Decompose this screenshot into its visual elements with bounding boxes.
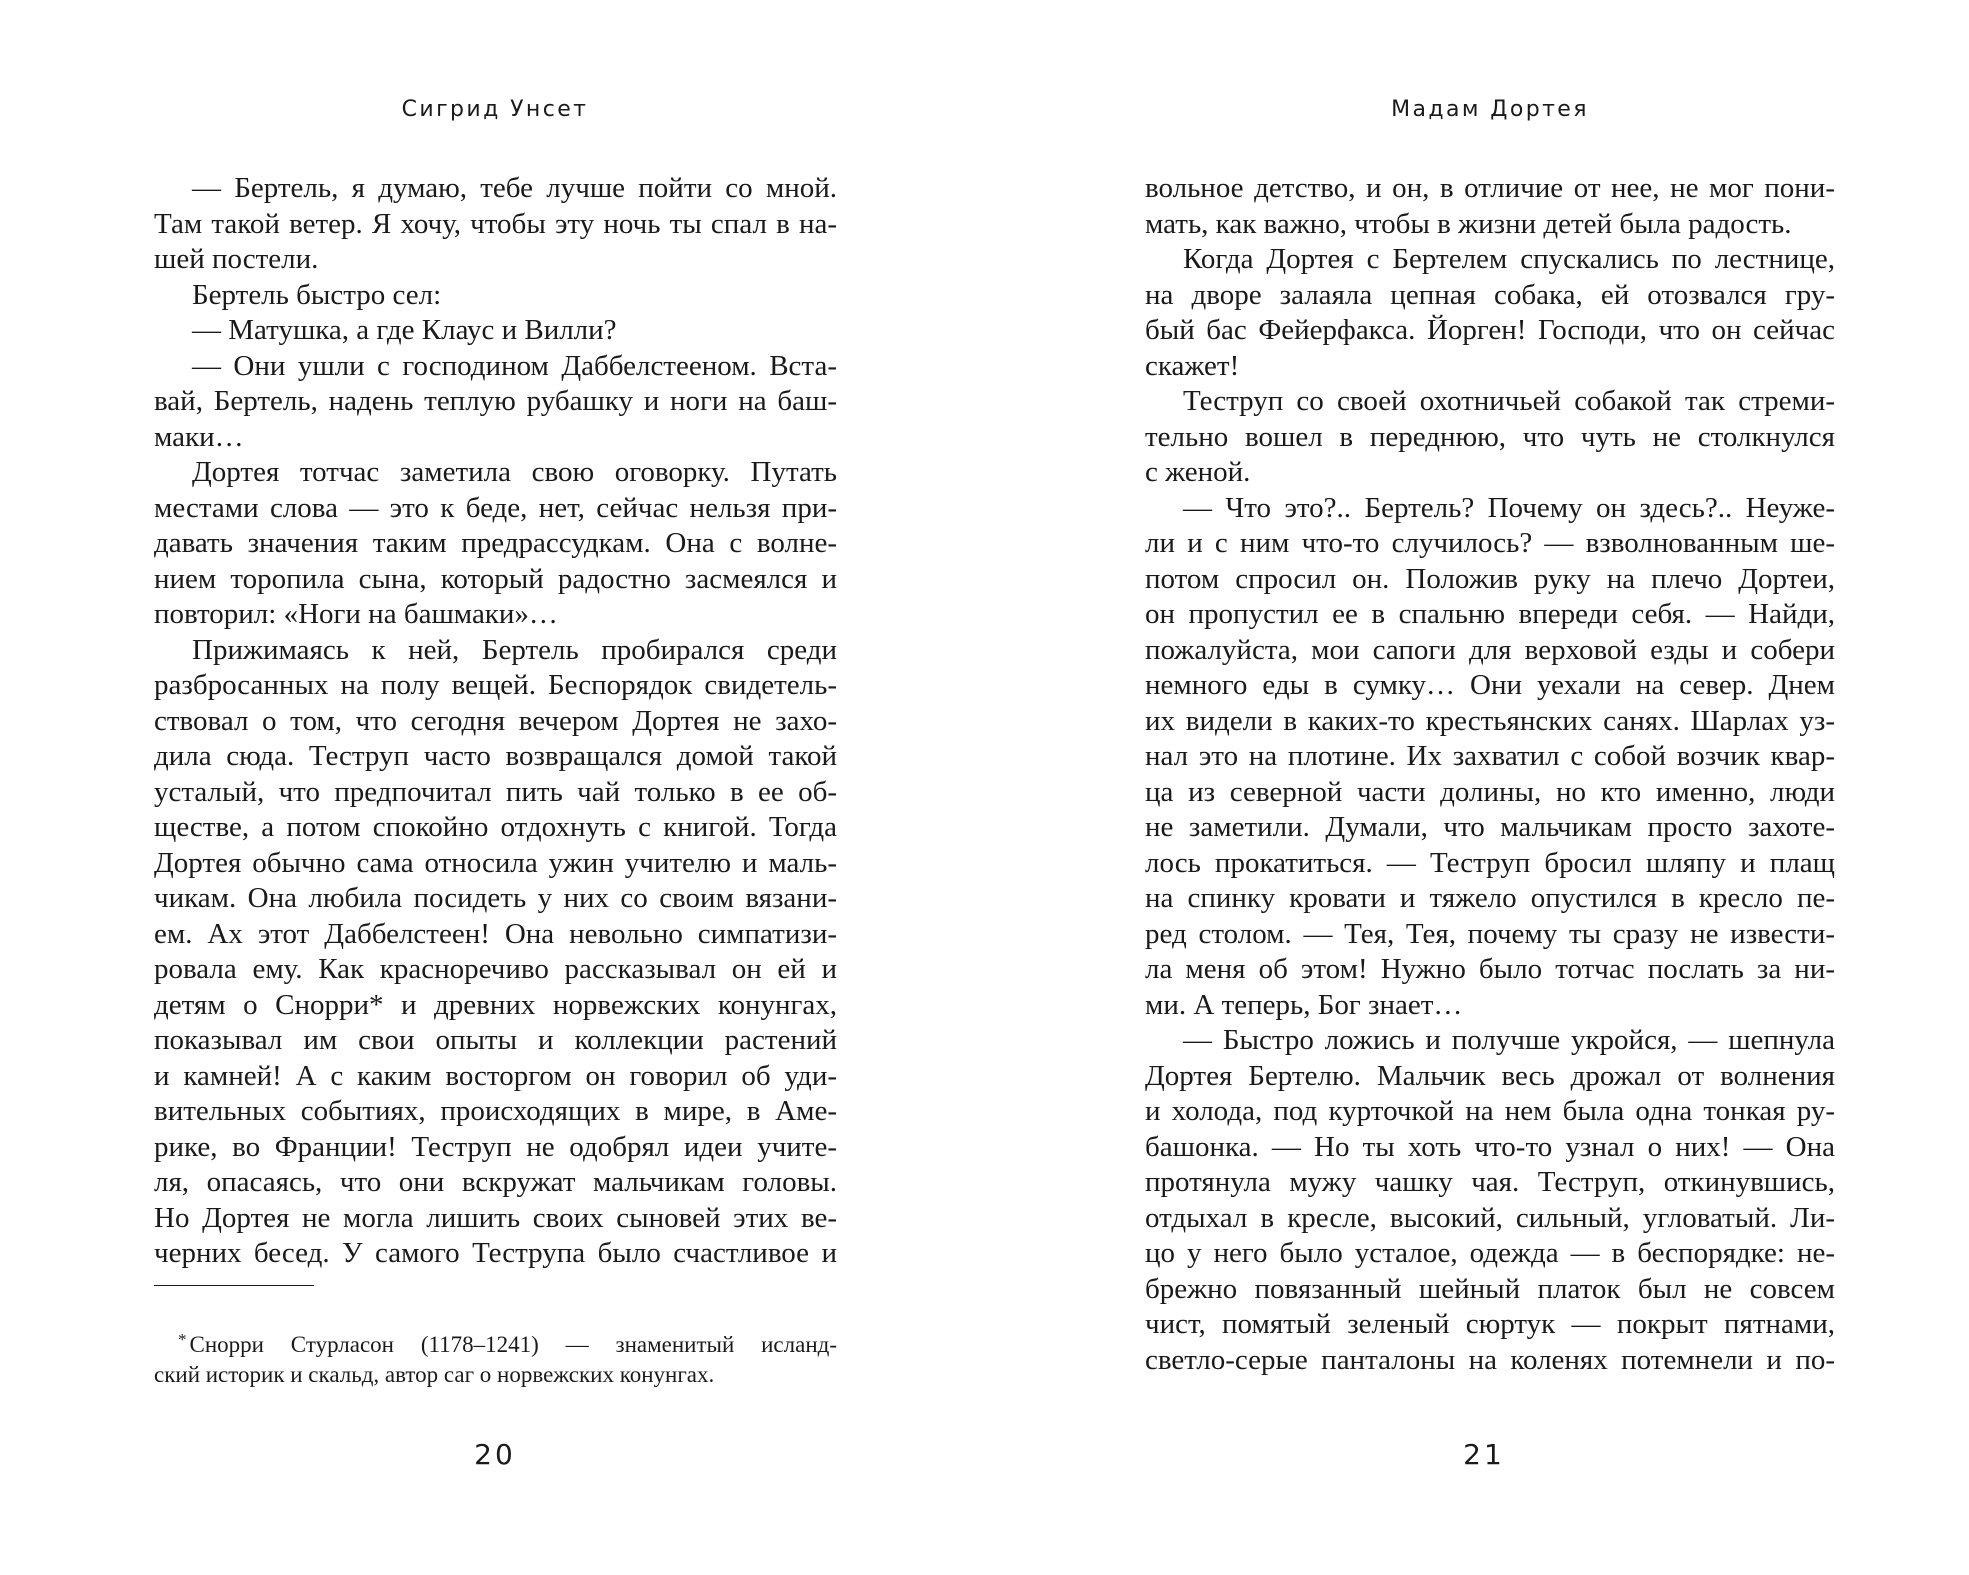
text-line: ровала ему. Как красноречиво рассказывал он ей и [154, 953, 837, 985]
text-line: бый бас Фейерфакса. Йорген! Господи, что он сейчас [1145, 314, 1835, 346]
text-line: Дортея Бертелю. Мальчик весь дрожал от волнения [1145, 1059, 1835, 1092]
text-line: не заметили. Думали, что мальчикам просто захоте- [1145, 811, 1835, 843]
text-line: ствовал о том, что сегодня вечером Дортея не захо- [154, 704, 837, 737]
text-line: брежно повязанный шейный платок был не совсем [1145, 1272, 1835, 1305]
text-line: Дортея обычно сама относила ужин учителю и маль- [154, 846, 837, 879]
text-line: шей постели. [154, 243, 319, 275]
text-line: ца из северной части долины, но кто именно, люди [1145, 775, 1835, 808]
text-line: на дворе залаяла цепная собака, ей отозвался гру- [1145, 278, 1835, 311]
text-line: тельно вошел в переднюю, что чуть не столкнулся [1145, 420, 1835, 453]
text-line: ла меня об этом! Нужно было тотчас послать за ни- [1145, 953, 1835, 985]
text-line: протянула мужу чашку чая. Теструп, откинувшись, [1145, 1166, 1835, 1198]
text-line: — Бертель, я думаю, тебе лучше пойти со мной. [192, 172, 837, 204]
text-line: лось прокатиться. — Теструп бросил шляпу и плащ [1145, 846, 1835, 879]
footnote-line: ский историк и скальд, автор саг о норвежских конунгах. [154, 1362, 715, 1387]
text-line: детям о Снорри* и древних норвежских конунгах, [154, 988, 837, 1021]
right-page-text [1145, 171, 1835, 1378]
text-line: ем. Ах этот Даббелстеен! Она невольно симпатизи- [154, 917, 837, 950]
text-line: их видели в каких-то крестьянских санях. Шарлах уз- [1145, 704, 1835, 737]
text-line: немного еды в сумку… Они уехали на север. Днем [1145, 669, 1835, 701]
text-line: ля, опасаясь, что они вскружат мальчикам головы. [154, 1166, 837, 1198]
text-line: ред столом. — Тея, Тея, почему ты сразу не извести- [1145, 917, 1835, 950]
page-number: 21 [1463, 1438, 1505, 1471]
text-line: усталый, что предпочитал пить чай только в ее об- [154, 775, 837, 808]
text-line: ществе, а потом спокойно отдохнуть с книгой. Тогда [154, 811, 837, 843]
running-head-title: Мадам Дортея [1391, 97, 1589, 122]
page-number: 20 [474, 1438, 516, 1471]
footnote [154, 1325, 837, 1390]
text-line: и камней! А с каким восторгом он говорил об уди- [154, 1059, 837, 1092]
text-line: Теструп со своей охотничьей собакой так стреми- [1183, 385, 1835, 417]
text-line: маки… [154, 420, 244, 453]
text-line: вительных событиях, происходящих в мире, в Аме- [154, 1095, 837, 1127]
text-line: на спинку кровати и тяжело опустился в кресло пе- [1145, 882, 1835, 914]
text-line: разбросанных на полу вещей. Беспорядок свидетель- [154, 669, 837, 701]
text-line: — Быстро ложись и получше укройся, — шепнула [1183, 1024, 1835, 1056]
text-line: давать значения таким предрассудкам. Она с волне- [154, 527, 837, 559]
text-line: — Матушка, а где Клаус и Вилли? [192, 314, 617, 346]
text-line: ли и с ним что-то случилось? — взволнованным ше- [1145, 527, 1835, 559]
text-line: чист, помятый зеленый сюртук — покрыт пятнами, [1145, 1308, 1835, 1340]
text-line: нием торопила сына, который радостно засмеялся и [154, 562, 837, 595]
text-line: потом спросил он. Положив руку на плечо Дортеи, [1145, 562, 1835, 595]
text-line: черних бесед. У самого Теструпа было счастливое и [154, 1237, 837, 1269]
text-line: и холода, под курточкой на нем была одна тонкая ру- [1145, 1095, 1835, 1127]
text-line: Бертель быстро сел: [192, 278, 442, 311]
left-page-text [154, 171, 837, 1272]
text-line: местами слова — это к беде, нет, сейчас нельзя при- [154, 491, 837, 524]
text-line: башонка. — Но ты хоть что-то узнал о них! — Она [1145, 1130, 1835, 1163]
text-line: нал это на плотине. Их захватил с собой возчик квар- [1145, 740, 1835, 772]
text-line: он пропустил ее в спальню впереди себя. — Найди, [1145, 598, 1835, 630]
running-head-author: Сигрид Унсет [401, 97, 589, 122]
text-line: Но Дортея не могла лишить своих сыновей этих ве- [154, 1201, 837, 1234]
text-line: мать, как важно, чтобы в жизни детей была радость. [1145, 207, 1792, 240]
text-line: вольное детство, и он, в отличие от нее, не мог пони- [1145, 172, 1835, 204]
text-line: — Что это?.. Бертель? Почему он здесь?.. Неуже- [1183, 491, 1835, 524]
text-line: вай, Бертель, надень теплую рубашку и ноги на баш- [154, 385, 837, 417]
text-line: светло-серые панталоны на коленях потемнели и по- [1145, 1343, 1835, 1376]
text-line: ми. А теперь, Бог знает… [1145, 988, 1463, 1021]
footnote-marker: * [178, 1330, 187, 1349]
text-line: — Они ушли с господином Даббелстееном. Вста- [192, 349, 837, 382]
text-line: дила сюда. Теструп часто возвращался домой такой [154, 740, 837, 772]
text-line: повторил: «Ноги на башмаки»… [154, 598, 558, 630]
text-line: чикам. Она любила посидеть у них со своим вязани- [154, 882, 837, 914]
text-line: Прижимаясь к ней, Бертель пробирался среди [192, 633, 837, 666]
text-line: с женой. [1145, 456, 1251, 488]
left-page [0, 0, 984, 1575]
text-line: цо у него было усталое, одежда — в беспорядке: не- [1145, 1237, 1835, 1269]
text-line: скажет! [1145, 349, 1240, 382]
right-page [984, 0, 1969, 1575]
footnote-text: Снорри Стурласон (1178–1241) — знаменитый исланд- [189, 1332, 837, 1357]
text-line: показывал им свои опыты и коллекции растений [154, 1024, 837, 1056]
text-line: пожалуйста, мои сапоги для верховой езды и собери [1145, 633, 1835, 666]
text-line: рике, во Франции! Теструп не одобрял идеи учите- [154, 1130, 837, 1163]
text-line: Дортея тотчас заметила свою оговорку. Путать [192, 456, 837, 488]
footnote-divider [154, 1285, 314, 1286]
footnote-line [154, 1325, 837, 1360]
text-line: отдыхал в кресле, высокий, сильный, угловатый. Ли- [1145, 1201, 1835, 1234]
text-line: Там такой ветер. Я хочу, чтобы эту ночь ты спал в на- [154, 207, 837, 240]
text-line: Когда Дортея с Бертелем спускались по лестнице, [1183, 243, 1835, 275]
